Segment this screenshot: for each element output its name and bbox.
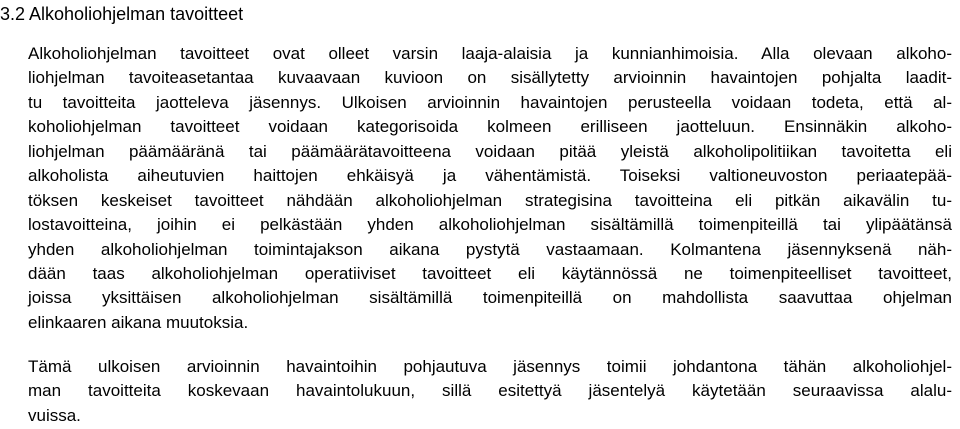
text-line: töksen keskeiset tavoitteet nähdään alkoholiohjelman strategisina tavoitteina eli pitkän aikavälin tu- [28,190,952,210]
text-line: yhden alkoholiohjelman toimintajakson aikana pystytä vastaamaan. Kolmantena jäsennyksenä näh- [28,239,952,259]
text-line: dään taas alkoholiohjelman operatiiviset tavoitteet eli käytännössä ne toimenpiteelliset tavoitteet, [28,263,952,283]
text-line: koholiohjelman tavoitteet voidaan kategorisoida kolmeen erilliseen jaotteluun. Ensinnäkin alkoho- [28,117,952,137]
section-heading: 3.2 Alkoholiohjelman tavoitteet [0,4,244,24]
text-line: elinkaaren aikana muutoksia. [28,312,249,332]
paragraph-1 [28,42,952,335]
text-line: joissa yksittäisen alkoholiohjelman sisältämillä toimenpiteillä on mahdollista saavuttaa ohjelman [28,288,952,308]
text-line: lostavoitteina, joihin ei pelkästään yhden alkoholiohjelman sisältämillä toimenpiteillä tai ylipäätänsä [28,215,952,235]
text-line: liohjelman päämääränä tai päämäärätavoitteena voidaan pitää yleistä alkoholipolitiikan tavoitetta eli [28,141,952,161]
text-line: liohjelman tavoiteasetantaa kuvaavaan kuvioon on sisällytetty arvioinnin havaintojen pohjalta laadit- [28,68,952,88]
text-line: tu tavoitteita jaotteleva jäsennys. Ulkoisen arvioinnin havaintojen perusteella voidaan todeta, että al- [28,92,952,112]
text-line: Tämä ulkoisen arvioinnin havaintoihin pohjautuva jäsennys toimii johdantona tähän alkoholiohjel- [28,357,952,376]
text-line: man tavoitteita koskevaan havaintolukuun, sillä esitettyä jäsentelyä käytetään seuraavissa alalu- [28,381,952,401]
paragraph-2 [28,355,952,428]
text-line: alkoholista aiheutuvien haittojen ehkäisyä ja vähentämistä. Toiseksi valtioneuvoston periaatepää- [28,166,952,186]
text-line: vuissa. [28,405,81,425]
text-line: Alkoholiohjelman tavoitteet ovat olleet varsin laaja-alaisia ja kunnianhimoisia. Alla olevaan alkoho- [28,44,952,63]
